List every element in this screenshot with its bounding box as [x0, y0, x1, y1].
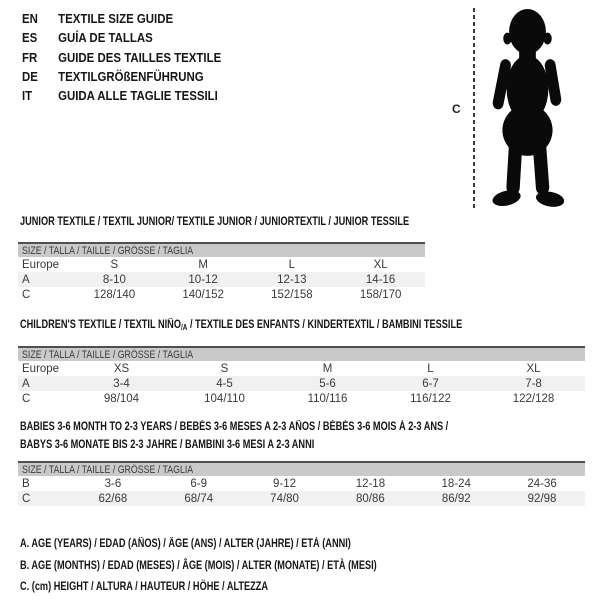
table-row-age-months [18, 476, 585, 491]
babies-textile-title [20, 419, 448, 454]
height-cell: 140/152 [182, 288, 224, 301]
language-title: TEXTILE SIZE GUIDE [58, 11, 174, 26]
row-label: Europe [22, 258, 60, 271]
age-cell: 3-4 [113, 377, 130, 390]
table-row-europe [18, 257, 425, 272]
children-title-pre: CHILDREN'S TEXTILE / TEXTIL NIÑO [20, 319, 181, 331]
age-cell: 6-9 [190, 477, 208, 490]
children-title-post: / TEXTILE DES ENFANTS / KINDERTEXTIL / BAMBINI TESSILE [187, 319, 463, 331]
age-cell: 14-16 [365, 273, 396, 286]
row-label: B [22, 477, 30, 490]
size-header-bar [18, 346, 585, 361]
age-cell: 18-24 [441, 477, 471, 490]
size-header-bar [18, 242, 425, 257]
height-cell: 116/122 [410, 392, 451, 405]
size-header-label: SIZE / TALLA / TAILLE / GRÖSSE / TAGLIA [22, 348, 194, 361]
height-cell: 86/92 [441, 492, 471, 505]
height-measure-dashed-line [473, 8, 475, 210]
junior-size-table [18, 242, 425, 302]
junior-textile-title-text: JUNIOR TEXTILE / TEXTIL JUNIOR/ TEXTILE JUNIOR / JUNIORTEXTIL / JUNIOR TESSILE [20, 216, 410, 228]
height-cell: 110/116 [307, 392, 348, 405]
table-row-height-cm [18, 391, 585, 406]
row-label: C [22, 288, 31, 301]
language-title: GUIDA ALLE TAGLIE TESSILI [58, 88, 218, 104]
height-cell: 128/140 [93, 288, 136, 301]
height-cell: 104/110 [204, 392, 245, 405]
size-cell: M [322, 362, 333, 375]
language-row-fr [22, 48, 221, 67]
height-cell: 152/158 [271, 288, 313, 301]
row-label: A [22, 377, 30, 390]
height-cell: 68/74 [184, 492, 214, 505]
size-header-label: SIZE / TALLA / TAILLE / GRÖSSE / TAGLIA [22, 463, 194, 476]
language-row-en [22, 9, 221, 28]
height-cell: 74/80 [270, 492, 299, 505]
size-cell: S [220, 362, 229, 375]
height-cell: 122/128 [512, 392, 555, 405]
age-cell: 8-10 [102, 273, 126, 286]
size-header-label: SIZE / TALLA / TAILLE / GRÖSSE / TAGLIA [22, 244, 194, 257]
language-row-it [22, 86, 221, 105]
language-title: GUIDE DES TAILLES TEXTILE [58, 49, 222, 65]
age-cell: 3-6 [104, 477, 122, 490]
baby-silhouette-icon [484, 8, 576, 210]
language-title: TEXTILGRÖßENFÜHRUNG [58, 68, 204, 84]
row-label: A [22, 273, 30, 286]
size-cell: XL [526, 362, 541, 375]
size-cell: S [110, 258, 119, 271]
height-cell: 62/68 [98, 492, 128, 505]
age-cell: 12-13 [277, 273, 307, 286]
language-code: ES [22, 30, 38, 46]
size-cell: M [198, 258, 208, 271]
age-cell: 12-18 [355, 477, 386, 490]
language-title-list [22, 9, 221, 105]
babies-size-table [18, 461, 585, 506]
size-header-bar [18, 461, 585, 476]
row-label: C [22, 392, 31, 405]
footnote-age-years: A. AGE (YEARS) / EDAD (AÑOS) / ÂGE (ANS) / ALTER (JAHRE) / ETÀ (ANNI) [20, 538, 351, 550]
height-measure-figure [450, 6, 600, 216]
footnote-height: C. (cm) HEIGHT / ALTURA / HAUTEUR / HÖHE / ALTEZZA [20, 581, 269, 593]
age-cell: 4-5 [216, 377, 233, 390]
table-row-height-cm [18, 491, 585, 506]
language-row-es [22, 28, 221, 47]
language-row-de [22, 67, 221, 86]
height-cell: 80/86 [356, 492, 385, 505]
table-row-age-years [18, 272, 425, 287]
junior-textile-title [20, 214, 409, 232]
table-row-age-years [18, 376, 585, 391]
table-row-height-cm [18, 287, 425, 302]
row-label: Europe [22, 362, 60, 375]
age-cell: 7-8 [525, 377, 542, 390]
age-cell: 9-12 [273, 477, 297, 490]
language-code: EN [22, 11, 38, 26]
height-cell: 158/170 [359, 288, 402, 301]
size-cell: L [288, 258, 296, 271]
age-cell: 10-12 [188, 273, 218, 286]
size-cell: XS [113, 362, 130, 375]
row-label: C [22, 492, 31, 505]
age-cell: 5-6 [319, 377, 336, 390]
age-cell: 24-36 [527, 477, 557, 490]
height-measure-label: C [452, 102, 461, 116]
language-code: DE [22, 68, 38, 84]
footnote-age-months: B. AGE (MONTHS) / EDAD (MESES) / ÂGE (MOIS) / ALTER (MONATE) / ETÀ (MESI) [20, 559, 377, 572]
table-row-europe [18, 361, 585, 376]
height-cell: 98/104 [103, 392, 140, 405]
children-title-sub: /A [180, 323, 188, 332]
size-cell: XL [373, 258, 388, 271]
age-cell: 6-7 [422, 377, 439, 390]
legend-footnotes [20, 534, 377, 599]
children-textile-title [20, 317, 462, 337]
language-code: IT [22, 88, 33, 104]
height-cell: 92/98 [527, 492, 557, 505]
size-cell: L [427, 362, 434, 375]
language-code: FR [22, 49, 38, 65]
babies-title-line-1: BABIES 3-6 MONTH TO 2-3 YEARS / BEBÉS 3-6 MESES A 2-3 AÑOS / BÉBÉS 3-6 MOIS À 2-3 ANS / [20, 421, 449, 433]
babies-title-line-2: BABYS 3-6 MONATE BIS 2-3 JAHRE / BAMBINI 3-6 MESI A 2-3 ANNI [20, 438, 315, 451]
language-title: GUÍA DE TALLAS [58, 30, 153, 46]
children-size-table [18, 346, 585, 406]
